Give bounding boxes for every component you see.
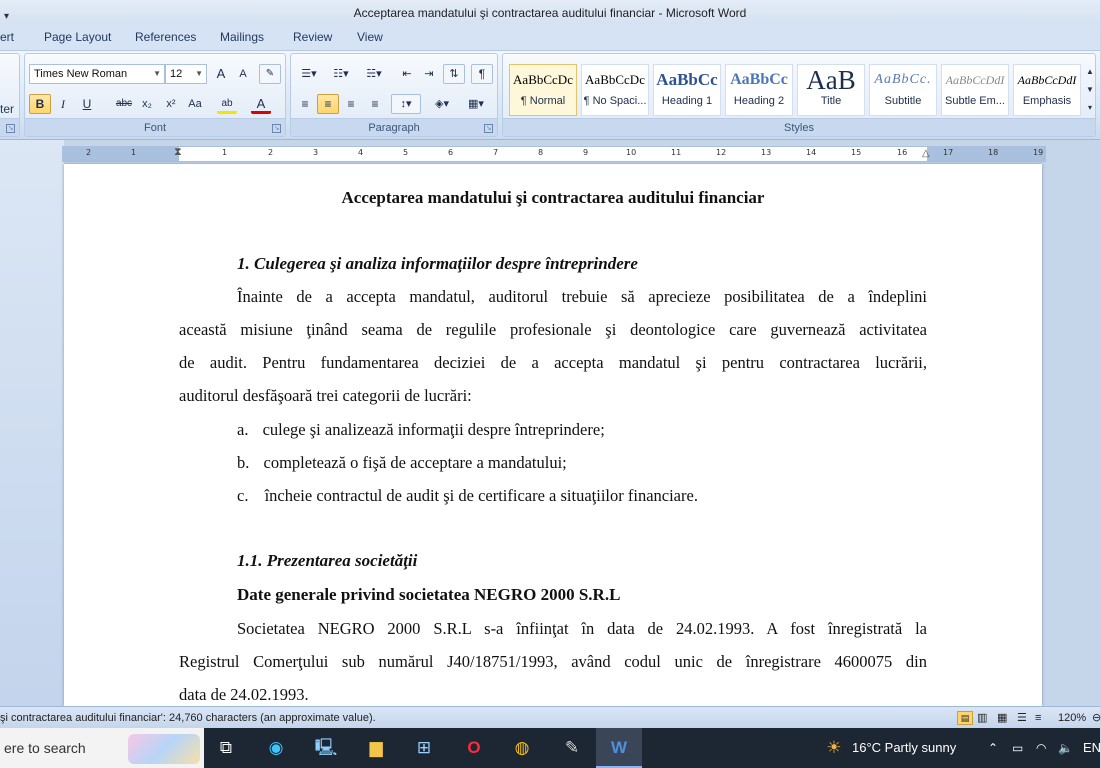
style-sample: AaBbCcDc: [513, 72, 573, 87]
style-name: Heading 1: [661, 95, 713, 107]
ribbon: [0, 50, 1100, 140]
style-sample: AaBbCcDdI: [1017, 73, 1077, 87]
section-heading-2: 1.1. Prezentarea societăţii: [237, 551, 418, 570]
paragraph-line: Registrul Comerţului sub numărul J40/18751/1993, având codul unic de înregistrare 4600075 din: [179, 652, 927, 671]
document-title: Acceptarea mandatului şi contractarea auditului financiar: [341, 188, 765, 207]
web-layout-view-icon[interactable]: ▦: [997, 712, 1008, 724]
right-indent-marker-icon[interactable]: △: [922, 148, 930, 159]
chrome-browser-icon[interactable]: ◍: [514, 738, 530, 757]
tab-page-layout[interactable]: Page Layout: [44, 30, 112, 44]
file-explorer-icon[interactable]: ▆: [369, 738, 383, 757]
style-normal[interactable]: [509, 64, 577, 116]
ruler-number: 15: [851, 148, 862, 157]
ruler-number: 7: [493, 148, 499, 157]
style-heading-1[interactable]: [653, 64, 721, 116]
styles-group-label: Styles: [503, 118, 1095, 136]
tab-view[interactable]: View: [357, 30, 383, 44]
left-pane-label: ter: [0, 102, 15, 116]
style-name: Title: [820, 95, 842, 107]
ruler-number: 11: [671, 148, 682, 157]
ruler-number: 9: [583, 148, 589, 157]
align-left-icon[interactable]: ≡: [301, 97, 309, 111]
style-emphasis[interactable]: [1013, 64, 1081, 116]
search-highlight-image-icon: [128, 734, 200, 764]
align-center-icon[interactable]: ≡: [317, 94, 339, 114]
style-heading-2[interactable]: [725, 64, 793, 116]
paragraph-line: auditorul desfăşoară trei categorii de lucrări:: [179, 386, 472, 405]
horizontal-ruler[interactable]: [62, 146, 1046, 162]
styles-scroll-down-icon[interactable]: ▼: [1086, 85, 1094, 94]
search-placeholder: ere to search: [4, 740, 86, 756]
decrease-indent-icon[interactable]: ⇤: [402, 68, 412, 80]
paragraph-line: Înainte de a accepta mandatul, auditorul trebuie să aprecieze posibilitatea de a îndeplini: [237, 287, 927, 306]
ruler-number: 16: [897, 148, 908, 157]
bullets-icon[interactable]: ☰▾: [301, 68, 317, 80]
chevron-up-icon[interactable]: ⌃: [988, 741, 999, 755]
section-heading-1: 1. Culegerea şi analiza informaţiilor despre întreprindere: [237, 254, 638, 273]
multilevel-list-icon[interactable]: ☵▾: [366, 68, 382, 80]
shading-icon[interactable]: ◈▾: [435, 98, 449, 110]
style-sample: AaB: [806, 65, 856, 95]
font-size-combo[interactable]: [165, 64, 207, 84]
section-heading-3: Date generale privind societatea NEGRO 2000 S.R.L: [237, 585, 621, 604]
font-group-label: Font: [25, 118, 285, 136]
font-size-value: 12: [170, 68, 183, 80]
paragraph-dialog-launcher-icon[interactable]: ↘: [485, 125, 492, 132]
left-pane: [0, 102, 64, 706]
ruler-number: 1: [222, 148, 228, 157]
ruler-number: 4: [358, 148, 364, 157]
subscript-button[interactable]: x₂: [142, 98, 152, 110]
computer-icon[interactable]: 🖳: [314, 738, 338, 757]
ruler-number: 1: [131, 148, 137, 157]
bold-button[interactable]: B: [29, 94, 51, 114]
draft-view-icon[interactable]: ≡: [1035, 712, 1042, 724]
style-subtitle[interactable]: [869, 64, 937, 116]
style-title[interactable]: [797, 64, 865, 116]
paragraph-line: această misiune ţinând seama de regulile profesionale şi deontologice care guvernează activitatea: [179, 320, 927, 339]
numbering-icon[interactable]: ☷▾: [333, 68, 349, 80]
style-no-spacing[interactable]: [581, 64, 649, 116]
superscript-button[interactable]: x²: [166, 98, 176, 110]
style-subtle-emphasis[interactable]: [941, 64, 1009, 116]
list-text: completează o fişă de acceptare a mandatului;: [263, 453, 567, 472]
word-app-icon: W: [610, 738, 628, 757]
list-marker: b.: [237, 453, 250, 472]
weather-icon: ☀: [826, 738, 842, 757]
store-icon[interactable]: ⊞: [416, 738, 432, 757]
align-right-icon[interactable]: ≡: [347, 97, 355, 111]
styles-more-icon[interactable]: ▾: [1087, 103, 1092, 112]
clipboard-group-partial: [0, 53, 20, 137]
word-taskbar-button[interactable]: [596, 728, 642, 768]
tab-mailings[interactable]: Mailings: [220, 30, 265, 44]
ruler-number: 3: [313, 148, 319, 157]
style-sample: AaBbCc: [656, 70, 718, 89]
ruler-number: 12: [716, 148, 727, 157]
strikethrough-button[interactable]: abc: [115, 98, 133, 109]
list-text: culege şi analizează informaţii despre întreprindere;: [262, 420, 605, 439]
outline-view-icon[interactable]: ☰: [1017, 712, 1027, 724]
justify-icon[interactable]: ≡: [371, 97, 379, 111]
ruler-number: 10: [626, 148, 637, 157]
style-name: ¶ Normal: [520, 95, 566, 107]
list-marker: a.: [237, 420, 249, 439]
font-name-value: Times New Roman: [34, 68, 128, 80]
ruler-number: 18: [988, 148, 999, 157]
ribbon-tabs: [0, 26, 1100, 50]
styles-scroll-up-icon[interactable]: ▲: [1086, 67, 1094, 76]
task-view-icon[interactable]: ⧉: [219, 738, 233, 757]
taskbar-search-box[interactable]: [0, 728, 204, 768]
ruler-number: 13: [761, 148, 772, 157]
volume-icon[interactable]: 🔈: [1058, 741, 1073, 755]
quick-access-dropdown-icon[interactable]: ▾: [4, 11, 10, 22]
first-line-indent-marker-icon[interactable]: ⧗: [174, 146, 182, 158]
sort-icon[interactable]: ⇅: [443, 64, 465, 84]
window-title: Acceptarea mandatului şi contractarea auditului financiar - Microsoft Word: [353, 6, 747, 20]
zoom-out-icon[interactable]: ⊖: [1092, 712, 1101, 724]
font-color-button[interactable]: A: [251, 94, 271, 114]
tab-review[interactable]: Review: [293, 30, 333, 44]
ruler-number: 2: [86, 148, 92, 157]
ruler-left-margin: [63, 147, 179, 161]
change-case-button[interactable]: Aa: [188, 98, 202, 110]
status-bar: [0, 706, 1100, 728]
chevron-down-icon: ▼: [195, 69, 203, 78]
document-page[interactable]: [64, 164, 1042, 706]
style-name: Emphasis: [1022, 95, 1072, 107]
style-name: Subtle Em...: [945, 95, 1005, 107]
highlight-button[interactable]: ab: [217, 94, 237, 114]
line-spacing-icon[interactable]: ↕▾: [391, 94, 421, 114]
underline-button[interactable]: U: [82, 97, 92, 111]
wifi-icon[interactable]: ◠: [1036, 741, 1047, 755]
style-sample: AaBbCc: [730, 71, 788, 88]
increase-indent-icon[interactable]: ⇥: [424, 68, 434, 80]
ruler-number: 19: [1033, 148, 1044, 157]
zoom-level[interactable]: 120%: [1058, 712, 1087, 724]
full-screen-view-icon[interactable]: ▥: [977, 712, 988, 724]
opera-browser-icon[interactable]: O: [467, 738, 481, 757]
paragraph-line: Societatea NEGRO 2000 S.R.L s-a înfiinţat în data de 24.02.1993. A fost înregistrată la: [237, 619, 927, 638]
paragraph-line: de audit. Pentru fundamentarea deciziei de a accepta mandatul şi pentru contractarea lucrării,: [179, 353, 927, 372]
list-item: [237, 453, 567, 473]
style-sample: AaBbCcDdI: [945, 73, 1005, 87]
ruler-number: 6: [448, 148, 454, 157]
ruler-number: 5: [403, 148, 409, 157]
print-layout-view-icon[interactable]: ▤: [957, 711, 973, 725]
paragraph-group-label: Paragraph: [291, 118, 497, 136]
paint-icon[interactable]: ✎: [564, 738, 580, 757]
list-text: încheie contractul de audit şi de certificare a situaţiilor financiare.: [264, 486, 698, 505]
style-name: Heading 2: [733, 95, 785, 107]
chevron-down-icon: ▼: [153, 69, 161, 78]
taskbar: [0, 728, 1100, 768]
font-group: [24, 53, 286, 137]
status-text: şi contractarea auditului financiar': 24,760 characters (an approximate value).: [0, 712, 376, 724]
tab-references[interactable]: References: [135, 30, 197, 44]
ruler-number: 14: [806, 148, 817, 157]
tab-insert[interactable]: ert: [0, 30, 15, 44]
language-indicator[interactable]: EN: [1083, 740, 1101, 755]
list-item: [237, 420, 605, 440]
title-bar: [0, 0, 1100, 26]
weather-text[interactable]: 16°C Partly sunny: [852, 740, 957, 755]
ruler-number: 2: [268, 148, 274, 157]
show-formatting-button[interactable]: ¶: [471, 64, 493, 84]
battery-icon[interactable]: ▭: [1012, 741, 1024, 755]
paragraph-group: [290, 53, 498, 137]
list-item: [237, 486, 698, 506]
clear-formatting-icon[interactable]: ✎: [259, 64, 281, 84]
ruler-number: 17: [943, 148, 954, 157]
borders-icon[interactable]: ▦▾: [468, 98, 484, 110]
paragraph-line: data de 24.02.1993.: [179, 685, 309, 704]
edge-browser-icon[interactable]: ◉: [268, 738, 284, 757]
styles-group: [502, 53, 1096, 137]
ruler-number: 8: [538, 148, 544, 157]
italic-button[interactable]: I: [61, 97, 65, 111]
list-marker: c.: [237, 486, 249, 505]
grow-font-button[interactable]: A: [216, 66, 226, 81]
style-sample: AaBbCcDc: [585, 72, 645, 87]
style-sample: AaBbCc.: [874, 72, 932, 87]
font-dialog-launcher-icon[interactable]: ↘: [273, 125, 280, 132]
clipboard-launcher-icon[interactable]: ↘: [7, 125, 14, 132]
style-name: ¶ No Spaci...: [583, 95, 647, 107]
font-name-combo[interactable]: [29, 64, 165, 84]
shrink-font-button[interactable]: A: [239, 68, 247, 80]
style-name: Subtitle: [884, 95, 922, 107]
